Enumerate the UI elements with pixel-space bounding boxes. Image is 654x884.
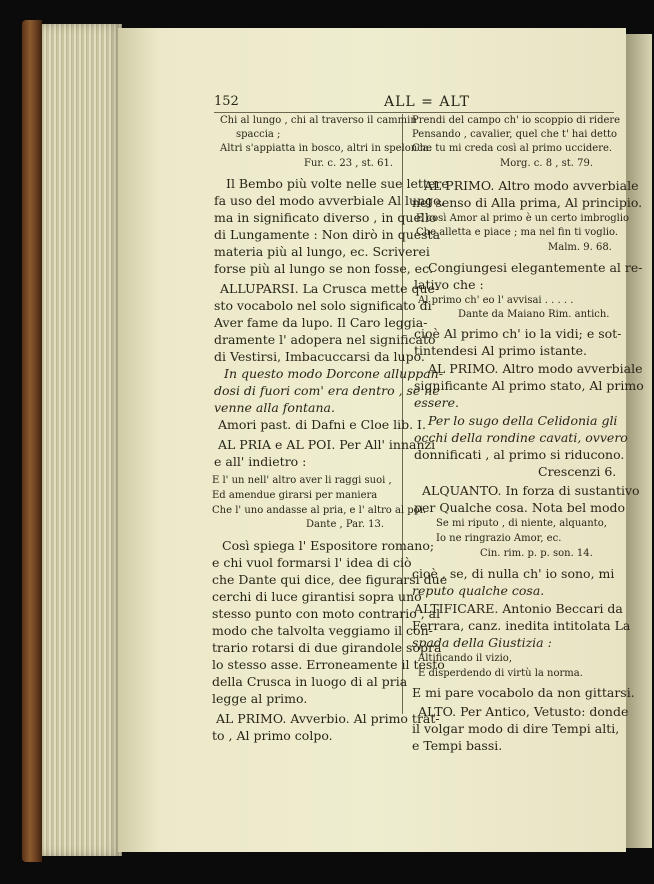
text-line: Pensando , cavalier, quel che t' hai detto — [412, 129, 618, 140]
text-line: dramente l' adopera nel significato — [214, 332, 436, 347]
text-line: Che tu mi creda così al primo uccidere. — [412, 143, 613, 154]
text-line: fa uso del modo avverbiale Al lungo, — [214, 193, 445, 208]
text-line: venne alla fontana. — [214, 400, 335, 415]
text-line: Se mi riputo , di niente, alquanto, — [436, 518, 607, 529]
text-line: occhi della rondine cavati, ovvero — [414, 430, 628, 445]
text-line: legge al primo. — [212, 691, 308, 706]
page-number: 152 — [214, 94, 239, 109]
text-line: AL PRIMO. Altro modo avverbiale — [428, 361, 643, 376]
text-line: stesso punto con moto contrario , al — [212, 606, 441, 621]
text-line: Congiungesi elegantemente al re- — [428, 260, 643, 275]
book-spine — [22, 20, 42, 862]
text-line: Cin. rim. p. p. son. 14. — [480, 548, 593, 559]
text-line: cerchi di luce girantisi sopra uno — [212, 589, 422, 604]
text-line: Fur. c. 23 , st. 61. — [304, 158, 394, 169]
text-line: essere. — [414, 395, 459, 410]
running-head: ALL = ALT — [384, 94, 470, 110]
header-rule — [214, 112, 614, 113]
text-line: ALLUPARSI. La Crusca mette que- — [220, 281, 440, 296]
text-line: ma in significato diverso , in quello — [214, 210, 437, 225]
text-line: Ed amendue girarsi per maniera — [212, 490, 378, 501]
text-line: E disperdendo di virtù la norma. — [418, 668, 583, 679]
text-line: Altificando il vizio, — [418, 653, 512, 664]
text-line: forse più al lungo se non fosse, ec. — [214, 261, 434, 276]
text-line: significante Al primo stato, Al primo — [414, 378, 644, 393]
page-edges — [42, 24, 122, 856]
text-line: AL PRIMO. Altro modo avverbiale — [424, 178, 639, 193]
text-line: lativo che : — [414, 277, 484, 292]
text-line: Al primo ch' eo l' avvisai . . . . . — [418, 295, 574, 306]
text-line: Dante da Maiano Rim. antich. — [458, 309, 610, 320]
text-line: Morg. c. 8 , st. 79. — [500, 158, 594, 169]
text-line: Il Bembo più volte nelle sue lettere — [226, 176, 449, 191]
text-line: Crescenzi 6. — [538, 464, 617, 479]
text-line: nel senso di Alla prima, Al principio. — [412, 195, 643, 210]
text-line: Prendi del campo ch' io scoppio di ridere — [412, 115, 621, 126]
text-line: ALTO. Per Antico, Vetusto: donde — [418, 704, 629, 719]
text-line: trario rotarsi di due girandole sopra — [212, 640, 442, 655]
text-line: lo stesso asse. Erroneamente il testo — [212, 657, 445, 672]
text-line: tintendesi Al primo istante. — [414, 343, 587, 358]
text-line: spada della Giustizia : — [412, 635, 552, 650]
text-line: ALTIFICARE. Antonio Beccari da — [414, 601, 623, 616]
text-line: per Qualche cosa. Nota bel modo — [414, 500, 626, 515]
text-line: to , Al primo colpo. — [212, 728, 333, 743]
text-line: Amori past. di Dafni e Cloe lib. I. — [218, 417, 426, 432]
text-line: e all' indietro : — [214, 454, 307, 469]
text-line: Altri s'appiatta in bosco, altri in spelonca. — [220, 143, 432, 154]
text-line: donnificati , al primo si riducono. — [414, 447, 625, 462]
text-line: Chi al lungo , chi al traverso il cammin — [220, 115, 417, 126]
facing-page-edge — [626, 34, 652, 848]
text-line: il volgar modo di dire Tempi alti, — [412, 721, 620, 736]
text-line: materia più al lungo, ec. Scriverei — [214, 244, 430, 259]
text-line: ALQUANTO. In forza di sustantivo — [422, 483, 640, 498]
text-line: cioè , se, di nulla ch' io sono, mi — [412, 566, 615, 581]
text-line: AL PRIA e AL POI. Per All' innanzi — [218, 437, 436, 452]
text-line: di Vestirsi, Imbacuccarsi da lupo. — [214, 349, 425, 364]
text-line: Così spiega l' Espositore romano; — [222, 538, 435, 553]
text-line: Ferrara, canz. inedita intitolata La — [412, 618, 631, 633]
text-line: spaccia ; — [236, 129, 281, 140]
text-line: e Tempi bassi. — [412, 738, 503, 753]
text-line: Per lo sugo della Celidonia gli — [428, 413, 618, 428]
text-line: Dante , Par. 13. — [306, 519, 385, 530]
text-line: Aver fame da lupo. Il Caro leggia- — [214, 315, 428, 330]
text-line: sto vocabolo nel solo significato di — [214, 298, 432, 313]
text-line: Malm. 9. 68. — [548, 242, 612, 253]
text-line: che Dante qui dice, dee figurarsi due — [212, 572, 448, 587]
text-line: Che alletta e piace ; ma nel fin ti voglio. — [416, 227, 619, 238]
text-line: In questo modo Dorcone alluppan- — [224, 366, 443, 381]
text-line: reputo qualche cosa. — [412, 583, 545, 598]
text-line: E così Amor al primo è un certo imbroglio — [416, 213, 630, 224]
text-line: di Lungamente : Non dirò in questa — [214, 227, 441, 242]
text-line: E l' un nell' altro aver li raggi suoi , — [212, 475, 392, 486]
text-line: modo che talvolta veggiamo il con- — [212, 623, 433, 638]
text-line: dosi di fuori com' era dentro , se ne — [214, 383, 440, 398]
text-line: E mi pare vocabolo da non gittarsi. — [412, 685, 635, 700]
text-line: Io ne ringrazio Amor, ec. — [436, 533, 562, 544]
text-line: cioè Al primo ch' io la vidi; e sot- — [414, 326, 622, 341]
text-line: della Crusca in luogo di al pria — [212, 674, 408, 689]
text-line: Che l' uno andasse al pria, e l' altro al poi. — [212, 505, 427, 516]
text-line: AL PRIMO. Avverbio. Al primo trat- — [216, 711, 440, 726]
text-line: e chi vuol formarsi l' idea di ciò — [212, 555, 412, 570]
